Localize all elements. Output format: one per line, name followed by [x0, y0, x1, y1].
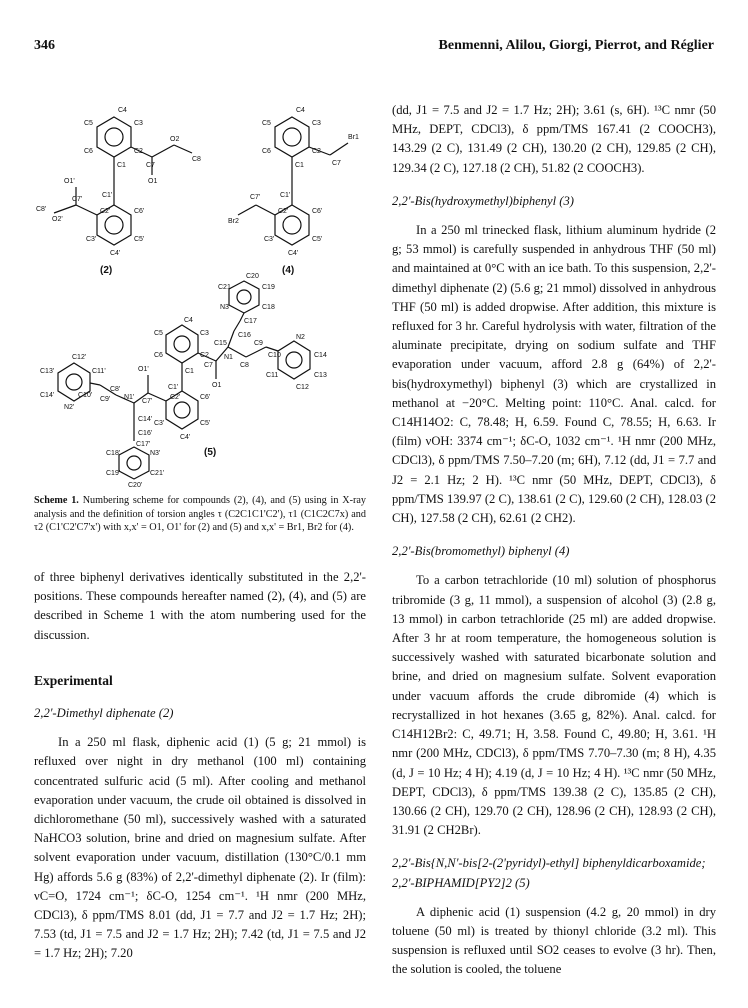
atom-label: C7': [250, 194, 261, 201]
atom-label: O1: [212, 382, 222, 389]
atom-label: C7: [332, 160, 341, 167]
atom-label: C6: [262, 148, 271, 155]
atom-label: C3': [264, 236, 275, 243]
atom-label: C4: [184, 317, 193, 324]
atom-label: N2': [64, 404, 75, 411]
atom-label: C5: [262, 120, 271, 127]
atom-label: C21': [150, 470, 165, 477]
atom-label: C11: [266, 372, 279, 379]
atom-label: C20': [128, 482, 143, 487]
atom-label: C8: [240, 362, 249, 369]
atom-label: C17: [244, 318, 257, 325]
atom-label: N1: [224, 354, 233, 361]
section-title-experimental: Experimental: [34, 672, 113, 688]
atom-label: C4': [110, 250, 121, 257]
atom-label: C2: [134, 148, 143, 155]
atom-label: C19': [106, 470, 121, 477]
atom-label: C8: [192, 156, 201, 163]
atom-label: C5': [134, 236, 145, 243]
atom-label: O1': [138, 366, 149, 373]
compound-2-structure: [36, 107, 201, 276]
atom-label: C2': [100, 208, 111, 215]
caption-title: Scheme 1.: [34, 495, 79, 506]
atom-label: C2: [312, 148, 321, 155]
page-number: 346: [34, 38, 55, 53]
atom-label: C14': [40, 392, 55, 399]
subsection-title-3: 2,2'-Bis(hydroxymethyl)biphenyl (3): [392, 193, 574, 208]
subsection-title-2: 2,2'-Dimethyl diphenate (2): [34, 706, 174, 721]
atom-label: C7': [72, 196, 83, 203]
atom-label: C14: [314, 352, 327, 359]
atom-label: C3: [312, 120, 321, 127]
running-head: Benmenni, Alilou, Giorgi, Pierrot, and Réglier: [438, 38, 714, 53]
atom-label: C20: [246, 273, 259, 280]
atom-label: C16': [138, 430, 153, 437]
atom-label: C11': [92, 368, 106, 375]
atom-label: C17': [136, 441, 151, 448]
atom-label: C6': [134, 208, 145, 215]
atom-label: C16: [238, 332, 251, 339]
atom-label: C18: [262, 304, 275, 311]
intro-paragraph: of three biphenyl derivatives identically substituted in the 2,2'-positions. These compounds hereafter named (2), (4), and (5) are described in Scheme 1 with the atom numbering used for the discussion.: [34, 570, 366, 642]
atom-label: C7': [142, 398, 153, 405]
atom-label: C8': [36, 206, 47, 213]
atom-label: C2: [200, 352, 209, 359]
atom-label: C1: [185, 368, 194, 375]
atom-label: C7: [146, 162, 155, 169]
page-header: [34, 38, 714, 58]
atom-label: C8': [110, 386, 121, 393]
compound-label-2: (2): [100, 265, 113, 276]
atom-label: C3': [86, 236, 97, 243]
atom-label: C12': [72, 354, 87, 361]
atom-label: C2': [278, 208, 289, 215]
atom-label: C5: [154, 330, 163, 337]
atom-label: C1': [280, 192, 291, 199]
atom-label: C18': [106, 450, 121, 457]
atom-label: C6: [154, 352, 163, 359]
atom-label: C5': [312, 236, 323, 243]
left-column: [34, 568, 366, 964]
atom-label: C9': [100, 396, 111, 403]
atom-label: C10: [268, 352, 281, 359]
atom-label: O1': [64, 178, 75, 185]
atom-label: C4': [288, 250, 299, 257]
atom-label: O2': [52, 216, 63, 223]
atom-label: C7: [204, 362, 213, 369]
caption-text: Numbering scheme for compounds (2), (4), and (5) using in X-ray analysis and the definition of torsion angles τ (C2C1C1'C2'), τ1 (C1C2C7x) and τ2 (C1'C2'C7'x') with x,x' = O1, O1' for (2) and (5) and x,x' = Br1, Br2 for (4).: [34, 495, 367, 534]
atom-label: C13': [40, 368, 55, 375]
atom-label: C1': [168, 384, 179, 391]
atom-label: C19: [262, 284, 275, 291]
compound-5-structure: [40, 273, 327, 487]
atom-label: Br2: [228, 218, 239, 225]
continued-paragraph: (dd, J1 = 7.5 and J2 = 1.7 Hz; 2H); 3.61 (s, 6H). ¹³C nmr (50 MHz, DEPT, CDCl3), δ ppm/TMS 167.41 (2 COOCH3), 143.29 (2 C), 131.49 (2 CH), 130.20 (2 CH), 129.85 (2 CH), 129.34 (2 C), 127.18 (2 CH), 51.82 (2 COOCH3).: [392, 103, 716, 175]
atom-label: C4': [180, 434, 191, 441]
atom-label: C12: [296, 384, 309, 391]
atom-label: C15: [214, 340, 227, 347]
atom-label: C5: [84, 120, 93, 127]
atom-label: C13: [314, 372, 327, 379]
atom-label: C3': [154, 420, 165, 427]
atom-label: C21: [218, 284, 231, 291]
compound-label-5: (5): [204, 447, 217, 458]
subsection-body-3: In a 250 ml trinecked flask, lithium aluminum hydride (2 g; 53 mmol) is carefully suspended in anhydrous THF (50 ml) and maintained at 0°C with an ice bath. To this suspension, 2,2'-dimethyl diphenate (2) (5.6 g; 21 mmol) dissolved in anhydrous THF (50 ml) is added dropwise. After addition, this mixture is refluxed for 3 hr. Careful hydrolysis with water, filtration of the aluminate precipitate, drying on sodium sulfate and THF evaporation under vacuum, afford 2.8 g (64%) of 2,2'-bis(hydroxymethyl) biphenyl (3) which are crystallized in methanol at −20°C. Melting point: 110°C. Anal. calcd. for C14H14O2: C, 78.48; H, 6.59. Found C, 78.55; H, 6.63. Ir (film) νOH: 3374 cm⁻¹; δC-O, 1032 cm⁻¹. ¹H nmr (200 MHz, CDCl3), δ ppm/TMS 7.50–7.20 (m; 6H), 7.12 (dd, J1 = 7.7 and J2 = 2.1 Hz; 2 H). ¹³C nmr (50 MHz, DEPT, CDCl3), δ ppm/TMS 139.97 (2 C), 138.61 (2 C), 129.60 (2 CH), 128.03 (2 CH), 127.58 (2 CH), 62.61 (2 CH2).: [392, 223, 716, 526]
compound-4-structure: [228, 107, 359, 276]
subsection-body-5: A diphenic acid (1) suspension (4.2 g, 20 mmol) in dry toluene (50 ml) is treated by thionyl chloride (3.2 ml). This suspension is refluxed until SO2 ceases to evolve (3 hr). Then, the solution is cooled, the toluene: [392, 904, 716, 977]
atom-label: C6': [312, 208, 323, 215]
scheme-drawing: [34, 95, 366, 487]
scheme-figure: [34, 95, 366, 487]
atom-label: O1: [148, 178, 158, 185]
atom-label: N3': [150, 450, 161, 457]
subsection-title-4: 2,2'-Bis(bromomethyl) biphenyl (4): [392, 544, 570, 559]
atom-label: N1': [124, 394, 135, 401]
atom-label: N2: [296, 334, 305, 341]
atom-label: C2': [170, 394, 181, 401]
atom-label: C6: [84, 148, 93, 155]
atom-label: O2: [170, 136, 180, 143]
right-column: [392, 101, 716, 980]
compound-label-4: (4): [282, 265, 295, 276]
atom-label: C4: [118, 107, 127, 114]
atom-label: C6': [200, 394, 211, 401]
atom-label: C3: [134, 120, 143, 127]
atom-label: C14': [138, 416, 153, 423]
atom-label: C3: [200, 330, 209, 337]
atom-label: Br1: [348, 134, 359, 141]
atom-label: C4: [296, 107, 305, 114]
subsection-title-5: 2,2'-Bis{N,N'-bis[2-(2'pyridyl)-ethyl] biphenyldicarboxamide; 2,2'-BIPHAMID[PY2]2 (5): [392, 856, 706, 890]
subsection-body-4: To a carbon tetrachloride (10 ml) solution of phosphorus tribromide (3 g, 11 mmol), a suspension of alcohol (3) (2.8 g, 13 mmol) in carbon tetrachloride (25 ml) are added dropwise. After 3 hr at room temperature, the homogeneous solution is successively washed with saturated bicarbonate solution and brine, and dried on magnesium sulfate. Solvent evaporation under vacuum affords the crude dibromide (4) which is recrystallized in hot hexanes (3.65 g, 82%). Anal. calcd. for C14H12Br2: C, 49.71; H, 3.58. Found C, 49.80; H, 3.61. ¹H nmr (200 MHz, CDCl3), δ ppm/TMS 7.70–7.30 (m; 8 H), 4.35 (d, J = 10 Hz; 4 H); 4.19 (d, J = 10 Hz; 4 H). ¹³C nmr (50 MHz, DEPT, CDCl3), δ ppm/TMS 139.38 (2 C), 135.85 (2 CH), 130.66 (2 CH), 129.70 (2 CH), 128.96 (2 CH), 128.93 (2 CH), 31.91 (2 CH2Br).: [392, 573, 716, 838]
atom-label: C1: [295, 162, 304, 169]
atom-label: C1: [117, 162, 126, 169]
scheme-caption: [34, 494, 366, 535]
atom-label: C5': [200, 420, 211, 427]
atom-label: C1': [102, 192, 113, 199]
atom-label: C9: [254, 340, 263, 347]
subsection-body-2: In a 250 ml flask, diphenic acid (1) (5 g; 21 mmol) is refluxed over night in dry methanol (100 ml) containing concentrated sulfuric acid (5 ml). After cooling and methanol evaporation under vacuum, the crude oil obtained is dissolved in dichloromethane (50 ml), successively washed with a saturated NaHCO3 solution, brine and dried on magnesium sulfate. After solvent evaporation under vacuum, distillation (130°C/0.1 mm Hg) affords 5.6 g (83%) of 2,2'-dimethyl diphenate (2). Ir (film): νC=O, 1724 cm⁻¹; δC-O, 1254 cm⁻¹. ¹H nmr (200 MHz, CDCl3), δ ppm/TMS 8.01 (dd, J1 = 7.7 and J2 = 1.7 Hz; 2H); 7.53 (td, J1 = 7.5 and J2 = 1.7 Hz; 2H); 7.42 (td, J1 = 7.5 and J2 = 1.7 Hz; 2H); 7.20: [34, 735, 366, 961]
atom-label: C10': [78, 392, 93, 399]
atom-label: N3: [220, 304, 229, 311]
